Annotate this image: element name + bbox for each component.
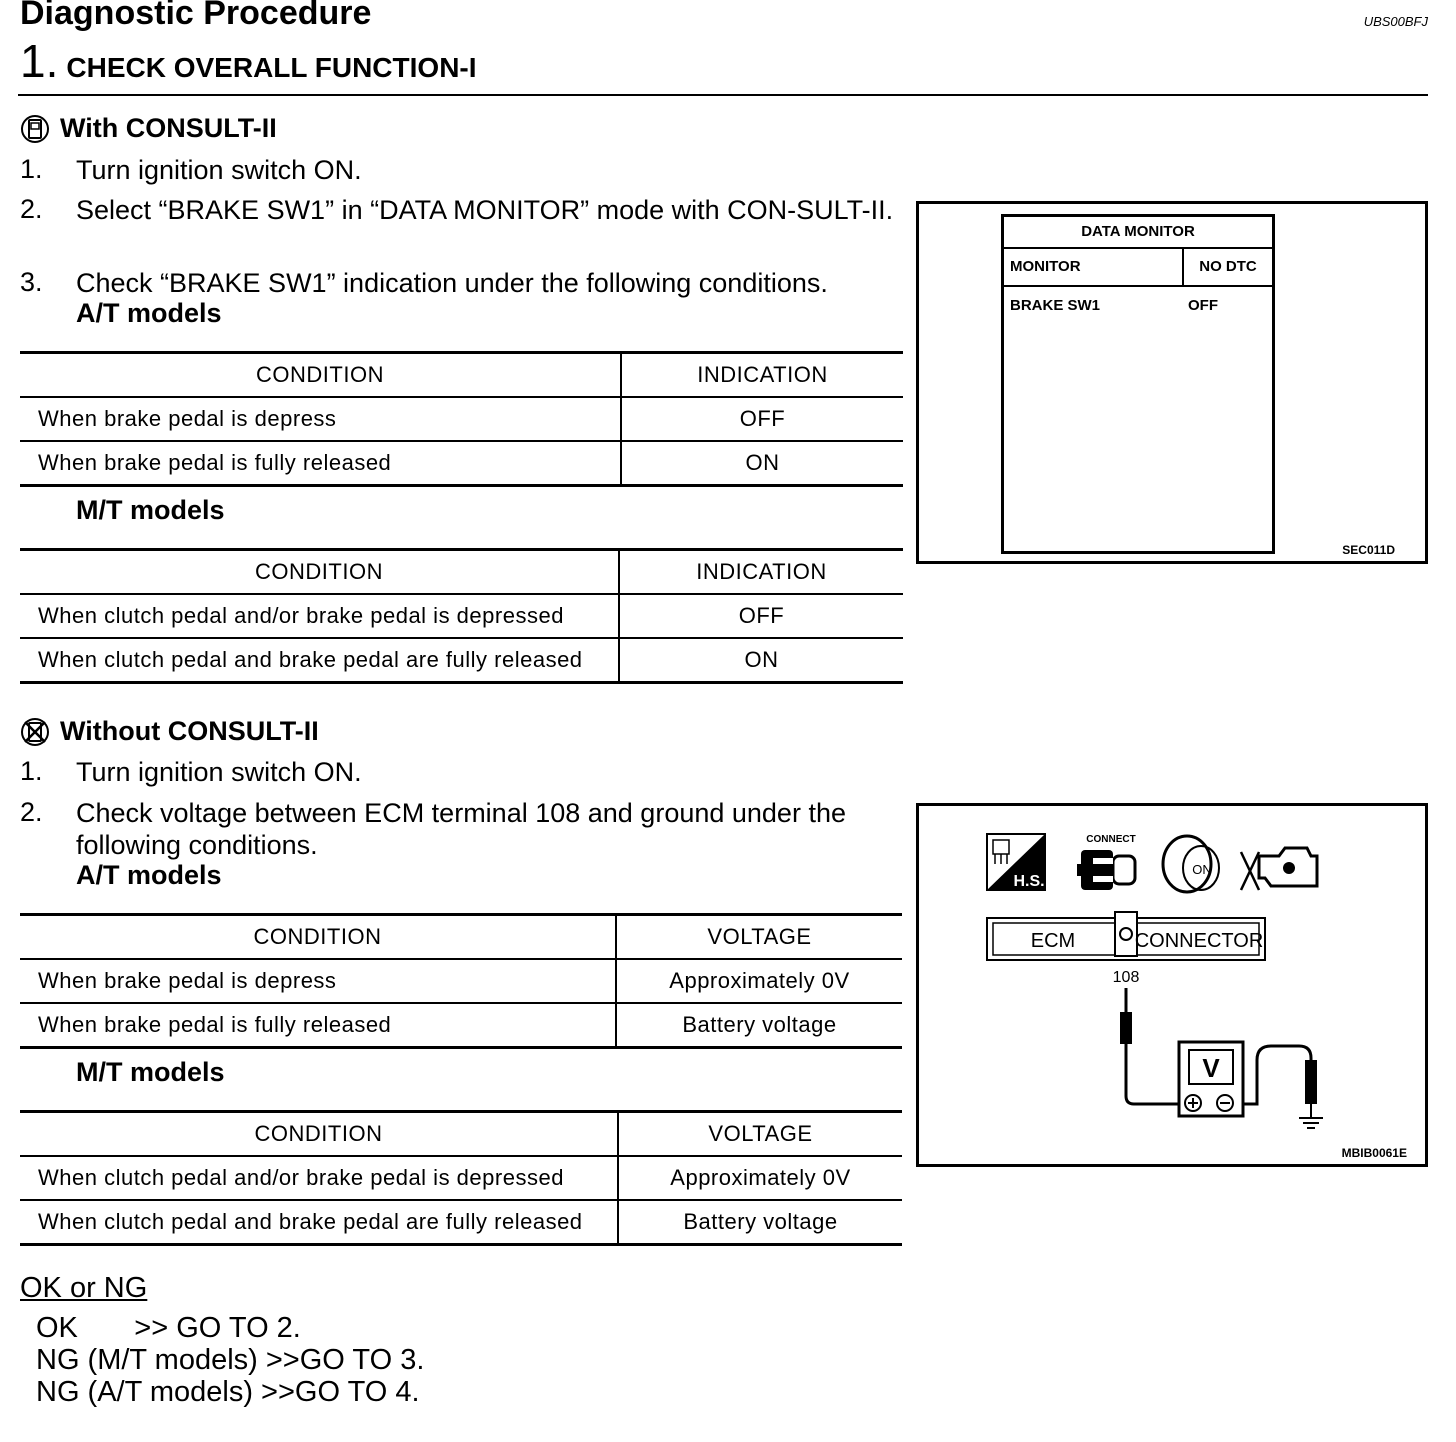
voltage-check-diagram	[919, 806, 1425, 1164]
table-row	[20, 397, 903, 441]
table-cell: When brake pedal is depress	[20, 959, 616, 1003]
step-num: 2.	[20, 797, 43, 827]
data-monitor-figure	[916, 201, 1428, 564]
table-header: CONDITION	[20, 915, 616, 960]
at-models-label: A/T models	[76, 860, 222, 890]
table-cell: When clutch pedal and/or brake pedal is depressed	[20, 1156, 618, 1200]
without-consult-label: Without CONSULT-II	[60, 716, 319, 746]
table-cell: OFF	[621, 397, 903, 441]
table-header: CONDITION	[20, 1112, 618, 1157]
ok-ng-heading: OK or NG	[20, 1272, 148, 1304]
ecm-label: ECM	[1030, 930, 1076, 952]
table-cell: OFF	[619, 594, 903, 638]
on-label: ON	[1192, 862, 1212, 877]
consult-step-2	[20, 194, 900, 226]
table-header: INDICATION	[619, 550, 903, 595]
monitor-header-row	[1004, 249, 1272, 287]
page-title: Diagnostic Procedure	[20, 0, 372, 32]
result-ng-at-line: NG (A/T models) >>GO TO 4.	[36, 1376, 420, 1408]
connect-label: CONNECT	[1086, 834, 1136, 845]
step-title: CHECK OVERALL FUNCTION-I	[66, 52, 477, 83]
table-row	[20, 1200, 902, 1245]
monitor-item-value: OFF	[1188, 297, 1218, 314]
step-num: 3.	[20, 267, 43, 297]
table-header-row	[20, 1112, 902, 1157]
table-header: INDICATION	[621, 353, 903, 398]
voltage-mt-table	[20, 1110, 902, 1246]
table-cell: Battery voltage	[616, 1003, 902, 1048]
table-cell: When clutch pedal and brake pedal are fully released	[20, 638, 619, 683]
table-row	[20, 959, 902, 1003]
table-header-row	[20, 915, 902, 960]
table-header: VOLTAGE	[616, 915, 902, 960]
table-cell: When clutch pedal and brake pedal are fully released	[20, 1200, 618, 1245]
connector-plug-icon	[1077, 834, 1136, 890]
table-header: CONDITION	[20, 550, 619, 595]
step-num: 2.	[20, 194, 43, 224]
monitor-col-label: MONITOR	[1004, 249, 1184, 285]
table-header-row	[20, 353, 903, 398]
voltage-at-table	[20, 913, 902, 1049]
without-consult-heading	[20, 716, 319, 747]
step-num: 1.	[20, 154, 43, 184]
connector-label: CONNECTOR	[1134, 930, 1264, 952]
monitor-screen	[1001, 214, 1275, 554]
monitor-status-label: NO DTC	[1199, 258, 1257, 275]
at-models-label: A/T models	[76, 298, 222, 328]
header-divider	[18, 94, 1428, 96]
step-text: Turn ignition switch ON.	[76, 155, 362, 185]
table-cell: When brake pedal is depress	[20, 397, 621, 441]
no-consult-step-1	[20, 756, 900, 788]
no-consult-icon	[20, 717, 50, 747]
monitor-item-row	[1004, 297, 1272, 314]
table-row	[20, 638, 903, 683]
table-header: VOLTAGE	[618, 1112, 902, 1157]
table-cell: ON	[619, 638, 903, 683]
table-cell: When clutch pedal and/or brake pedal is depressed	[20, 594, 619, 638]
with-consult-heading	[20, 113, 277, 144]
mt-models-label: M/T models	[76, 1057, 225, 1087]
consult-step-1	[20, 154, 900, 186]
meter-label: V	[1202, 1053, 1220, 1083]
table-row	[20, 594, 903, 638]
step-text: Turn ignition switch ON.	[76, 757, 362, 787]
mt-models-label: M/T models	[76, 495, 225, 525]
table-cell: Approximately 0V	[616, 959, 902, 1003]
step-text: Select “BRAKE SW1” in “DATA MONITOR” mode with CON-SULT-II.	[76, 195, 894, 225]
ignition-on-icon	[1163, 836, 1219, 892]
table-cell: ON	[621, 441, 903, 486]
step-heading	[20, 34, 477, 88]
figure-id: MBIB0061E	[1341, 1146, 1407, 1160]
table-cell: Approximately 0V	[618, 1156, 902, 1200]
table-header: CONDITION	[20, 353, 621, 398]
table-row	[20, 1003, 902, 1048]
hs-label: H.S.	[1013, 873, 1045, 890]
no-consult-step-2	[20, 797, 900, 861]
document-id: UBS00BFJ	[1363, 14, 1428, 29]
result-ok-line: OK >> GO TO 2.	[36, 1312, 301, 1344]
figure-id: SEC011D	[1342, 543, 1395, 557]
result-ng-mt-line: NG (M/T models) >>GO TO 3.	[36, 1344, 425, 1376]
engine-stopped-icon	[1241, 848, 1317, 890]
monitor-item-name: BRAKE SW1	[1010, 297, 1101, 314]
consult-icon	[20, 114, 50, 144]
monitor-title: DATA MONITOR	[1004, 217, 1272, 249]
step-text: Check “BRAKE SW1” indication under the following conditions.	[76, 268, 828, 298]
step-num: 1.	[20, 756, 43, 786]
table-header-row	[20, 550, 903, 595]
consult-mt-table	[20, 548, 903, 684]
consult-at-table	[20, 351, 903, 487]
table-row	[20, 441, 903, 486]
step-text: Check voltage between ECM terminal 108 and ground under the following conditions.	[76, 798, 846, 860]
ecm-connector	[987, 912, 1265, 986]
table-cell: When brake pedal is fully released	[20, 441, 621, 486]
terminal-label: 108	[1112, 969, 1140, 986]
table-cell: When brake pedal is fully released	[20, 1003, 616, 1048]
table-cell: Battery voltage	[618, 1200, 902, 1245]
hs-icon	[987, 834, 1045, 890]
table-row	[20, 1156, 902, 1200]
voltmeter-icon	[1179, 1042, 1243, 1116]
with-consult-label: With CONSULT-II	[60, 113, 277, 143]
step-number: 1.	[20, 35, 59, 87]
consult-step-3	[20, 267, 900, 299]
voltage-check-figure	[916, 803, 1428, 1167]
